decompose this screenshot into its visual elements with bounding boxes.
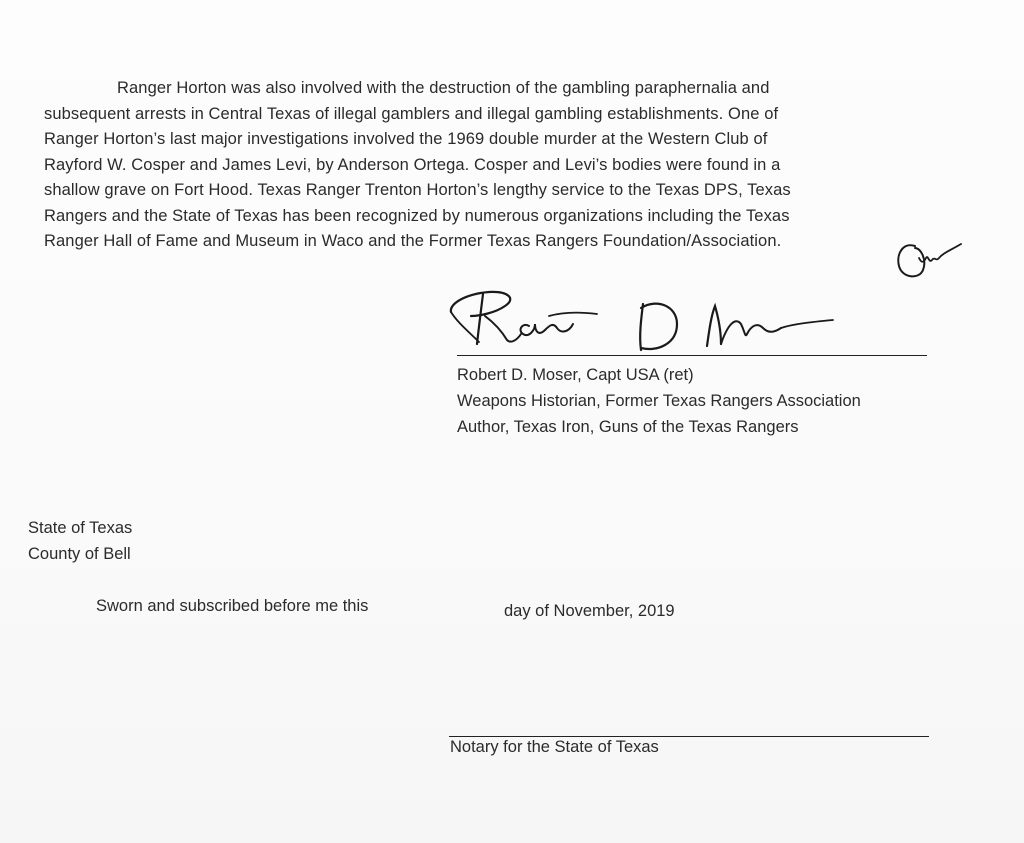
venue-state: State of Texas (28, 519, 133, 537)
signature (445, 286, 840, 358)
signature-block (457, 362, 861, 440)
venue-county: County of Bell (28, 545, 131, 563)
handwritten-initials (893, 236, 965, 284)
paragraph-line: Rangers and the State of Texas has been recognized by numerous organizations including the Texas (44, 206, 790, 225)
paragraph-line: Rayford W. Cosper and James Levi, by Anderson Ortega. Cosper and Levi’s bodies were found in a (44, 155, 781, 174)
notary-signature-line (449, 736, 929, 737)
paragraph-line: shallow grave on Fort Hood. Texas Ranger Trenton Horton’s lengthy service to the Texas DPS, Texas (44, 181, 791, 199)
paragraph-line: subsequent arrests in Central Texas of illegal gamblers and illegal gambling establishments. One of (44, 104, 779, 123)
paragraph-line: Ranger Horton’s last major investigations involved the 1969 double murder at the Western Club of (44, 130, 768, 148)
signatory-title: Weapons Historian, Former Texas Rangers Association (457, 392, 861, 410)
jurat-sworn-text: Sworn and subscribed before me this (96, 597, 369, 615)
paragraph-line: Ranger Hall of Fame and Museum in Waco and the Former Texas Rangers Foundation/Association. (44, 232, 782, 250)
jurat-date: day of November, 2019 (504, 602, 675, 620)
venue-block (28, 515, 132, 567)
notary-label: Notary for the State of Texas (450, 738, 659, 756)
signatory-author: Author, Texas Iron, Guns of the Texas Rangers (457, 418, 799, 436)
signatory-name: Robert D. Moser, Capt USA (ret) (457, 366, 694, 384)
signature-line (457, 355, 927, 356)
paragraph-line: Ranger Horton was also involved with the destruction of the gambling paraphernalia and (117, 79, 770, 97)
body-paragraph (44, 76, 924, 255)
